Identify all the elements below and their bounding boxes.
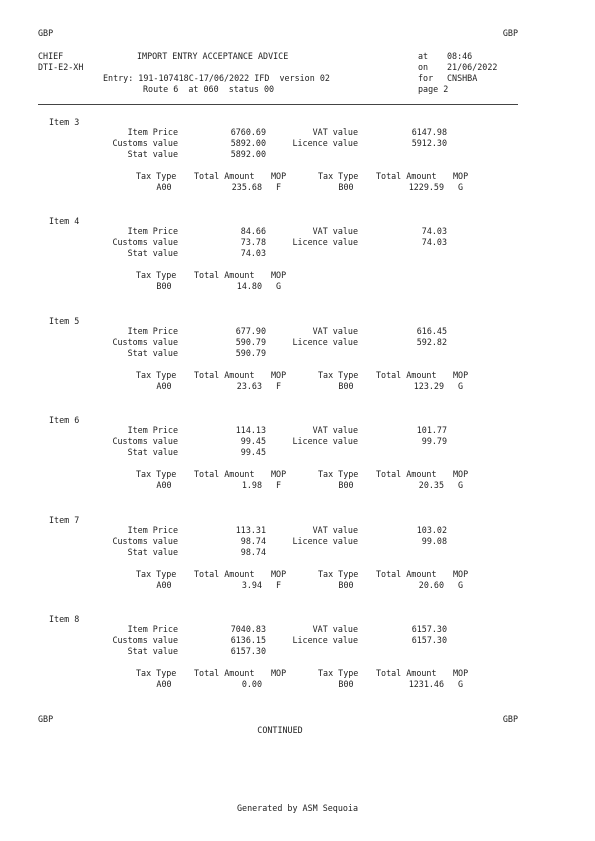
- licence-value-label: Licence value: [292, 436, 358, 446]
- tax-type-header: Tax Type: [318, 469, 359, 479]
- item-price-value: 7040.83: [230, 624, 266, 634]
- tax-amount: 14.80: [236, 281, 262, 291]
- route-line: Route 6 at 060 status 00: [143, 84, 275, 94]
- item-title: Item 3: [49, 117, 80, 127]
- total-amount-header: Total Amount: [376, 370, 437, 380]
- vat-value: 103.02: [416, 525, 447, 535]
- mop-header: MOP: [453, 668, 469, 678]
- customs-value-label: Customs value: [112, 536, 178, 546]
- tax-mop: G: [458, 182, 464, 192]
- total-amount-header: Total Amount: [376, 171, 437, 181]
- item-price-value: 6760.69: [230, 127, 266, 137]
- stat-value-label: Stat value: [127, 248, 178, 258]
- tax-type-header: Tax Type: [318, 668, 359, 678]
- tax-mop: F: [276, 381, 282, 391]
- item-price-label: Item Price: [127, 127, 178, 137]
- tax-amount: 23.63: [236, 381, 262, 391]
- for-label: for: [418, 73, 434, 83]
- item-price-label: Item Price: [127, 425, 178, 435]
- date-value: 21/06/2022: [447, 62, 498, 72]
- customs-value: 590.79: [235, 337, 266, 347]
- vat-value-label: VAT value: [312, 425, 358, 435]
- currency-left: GBP: [38, 28, 54, 38]
- tax-type-header: Tax Type: [136, 270, 177, 280]
- header-divider: [38, 104, 518, 105]
- mop-header: MOP: [453, 469, 469, 479]
- item-price-label: Item Price: [127, 624, 178, 634]
- customs-value: 5892.00: [230, 138, 266, 148]
- tax-type-header: Tax Type: [136, 569, 177, 579]
- tax-amount: 3.94: [241, 580, 262, 590]
- total-amount-header: Total Amount: [194, 668, 255, 678]
- item-title: Item 7: [49, 515, 80, 525]
- customs-value-label: Customs value: [112, 635, 178, 645]
- stat-value: 74.03: [240, 248, 266, 258]
- mop-header: MOP: [271, 569, 287, 579]
- stat-value: 590.79: [235, 348, 266, 358]
- vat-value: 101.77: [416, 425, 447, 435]
- mop-header: MOP: [271, 171, 287, 181]
- licence-value-label: Licence value: [292, 536, 358, 546]
- tax-type: A00: [156, 480, 172, 490]
- tax-amount: 20.60: [418, 580, 444, 590]
- stat-value-label: Stat value: [127, 348, 178, 358]
- stat-value-label: Stat value: [127, 149, 178, 159]
- total-amount-header: Total Amount: [194, 469, 255, 479]
- tax-type: A00: [156, 679, 172, 689]
- vat-value-label: VAT value: [312, 127, 358, 137]
- mop-header: MOP: [271, 668, 287, 678]
- tax-mop: G: [458, 381, 464, 391]
- tax-type: A00: [156, 182, 172, 192]
- mop-header: MOP: [271, 370, 287, 380]
- page-number: page 2: [418, 84, 449, 94]
- customs-value: 98.74: [240, 536, 266, 546]
- tax-type: A00: [156, 580, 172, 590]
- tax-type-header: Tax Type: [136, 668, 177, 678]
- total-amount-header: Total Amount: [194, 171, 255, 181]
- mop-header: MOP: [453, 171, 469, 181]
- licence-value: 74.03: [421, 237, 447, 247]
- item-title: Item 5: [49, 316, 80, 326]
- footer-currency-left: GBP: [38, 714, 54, 724]
- stat-value-label: Stat value: [127, 447, 178, 457]
- item-price-label: Item Price: [127, 525, 178, 535]
- tax-amount: 20.35: [418, 480, 444, 490]
- item-price-value: 84.66: [240, 226, 266, 236]
- stat-value: 6157.30: [230, 646, 266, 656]
- stat-value-label: Stat value: [127, 646, 178, 656]
- time-value: 08:46: [447, 51, 473, 61]
- tax-mop: G: [458, 580, 464, 590]
- tax-type: B00: [338, 381, 354, 391]
- tax-amount: 1231.46: [408, 679, 444, 689]
- tax-type-header: Tax Type: [318, 569, 359, 579]
- item-title: Item 6: [49, 415, 80, 425]
- tax-amount: 0.00: [241, 679, 262, 689]
- total-amount-header: Total Amount: [194, 370, 255, 380]
- tax-type: A00: [156, 381, 172, 391]
- generated-by: Generated by ASM Sequoia: [236, 803, 358, 813]
- system-name: CHIEF: [38, 51, 64, 61]
- vat-value: 74.03: [421, 226, 447, 236]
- total-amount-header: Total Amount: [376, 569, 437, 579]
- on-label: on: [418, 62, 429, 72]
- customs-value: 73.78: [240, 237, 266, 247]
- licence-value: 5912.30: [411, 138, 447, 148]
- report-code: DTI-E2-XH: [38, 62, 84, 72]
- total-amount-header: Total Amount: [376, 668, 437, 678]
- item-price-label: Item Price: [127, 226, 178, 236]
- licence-value: 592.82: [416, 337, 447, 347]
- licence-value-label: Licence value: [292, 635, 358, 645]
- stat-value: 98.74: [240, 547, 266, 557]
- tax-amount: 1229.59: [408, 182, 444, 192]
- mop-header: MOP: [271, 469, 287, 479]
- item-title: Item 8: [49, 614, 80, 624]
- licence-value: 99.79: [421, 436, 447, 446]
- tax-type-header: Tax Type: [136, 370, 177, 380]
- total-amount-header: Total Amount: [194, 569, 255, 579]
- customs-value-label: Customs value: [112, 237, 178, 247]
- stat-value: 5892.00: [230, 149, 266, 159]
- mop-header: MOP: [453, 569, 469, 579]
- item-price-value: 113.31: [235, 525, 266, 535]
- footer-currency-right: GBP: [502, 714, 518, 724]
- stat-value-label: Stat value: [127, 547, 178, 557]
- total-amount-header: Total Amount: [376, 469, 437, 479]
- tax-amount: 235.68: [231, 182, 262, 192]
- stat-value: 99.45: [240, 447, 266, 457]
- licence-value: 99.08: [421, 536, 447, 546]
- item-price-value: 114.13: [235, 425, 266, 435]
- customs-value: 99.45: [240, 436, 266, 446]
- entry-line: Entry: 191-107418C-17/06/2022 IFD version 02: [103, 73, 330, 83]
- at-label: at: [418, 51, 429, 61]
- tax-amount: 1.98: [241, 480, 262, 490]
- item-price-label: Item Price: [127, 326, 178, 336]
- tax-type: B00: [338, 182, 354, 192]
- tax-type: B00: [338, 480, 354, 490]
- vat-value: 6147.98: [411, 127, 447, 137]
- total-amount-header: Total Amount: [194, 270, 255, 280]
- tax-mop: F: [276, 182, 282, 192]
- currency-right: GBP: [502, 28, 518, 38]
- mop-header: MOP: [453, 370, 469, 380]
- licence-value-label: Licence value: [292, 237, 358, 247]
- tax-amount: 123.29: [413, 381, 444, 391]
- tax-type-header: Tax Type: [136, 469, 177, 479]
- tax-type: B00: [156, 281, 172, 291]
- tax-type-header: Tax Type: [136, 171, 177, 181]
- customs-value-label: Customs value: [112, 138, 178, 148]
- vat-value-label: VAT value: [312, 624, 358, 634]
- licence-value: 6157.30: [411, 635, 447, 645]
- item-title: Item 4: [49, 216, 80, 226]
- tax-type: B00: [338, 679, 354, 689]
- tax-type-header: Tax Type: [318, 171, 359, 181]
- customs-value-label: Customs value: [112, 436, 178, 446]
- page-title: IMPORT ENTRY ACCEPTANCE ADVICE: [137, 51, 289, 61]
- vat-value-label: VAT value: [312, 326, 358, 336]
- item-price-value: 677.90: [235, 326, 266, 336]
- vat-value-label: VAT value: [312, 525, 358, 535]
- customs-value: 6136.15: [230, 635, 266, 645]
- tax-mop: F: [276, 580, 282, 590]
- tax-type: B00: [338, 580, 354, 590]
- tax-type-header: Tax Type: [318, 370, 359, 380]
- tax-mop: G: [458, 679, 464, 689]
- vat-value-label: VAT value: [312, 226, 358, 236]
- vat-value: 6157.30: [411, 624, 447, 634]
- licence-value-label: Licence value: [292, 337, 358, 347]
- tax-mop: G: [458, 480, 464, 490]
- tax-mop: G: [276, 281, 282, 291]
- vat-value: 616.45: [416, 326, 447, 336]
- for-value: CNSHBA: [447, 73, 478, 83]
- licence-value-label: Licence value: [292, 138, 358, 148]
- mop-header: MOP: [271, 270, 287, 280]
- continued-label: CONTINUED: [257, 725, 303, 735]
- tax-mop: F: [276, 480, 282, 490]
- customs-value-label: Customs value: [112, 337, 178, 347]
